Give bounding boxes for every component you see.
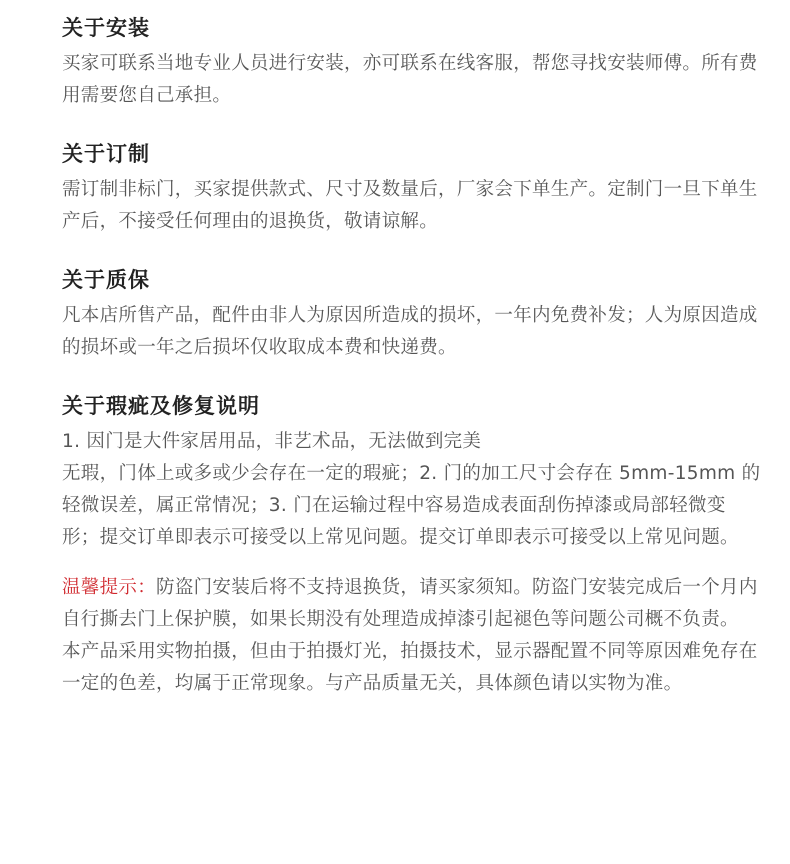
section-title: 关于瑕疵及修复说明 [62,394,260,418]
section-body: 凡本店所售产品，配件由非人为原因所造成的损坏，一年内免费补发；人为原因造成的损坏或一年之后损坏仅收取成本费和快递费。 [62,305,758,358]
notice-label: 温馨提示： [62,577,157,598]
section-notice [62,572,790,700]
section-title: 关于质保 [62,268,150,292]
section-body: 买家可联系当地专业人员进行安装，亦可联系在线客服，帮您寻找安装师傅。所有费用需要您自己承担。 [62,53,758,106]
section-body-line1: 1. 因门是大件家居用品，非艺术品，无法做到完美 [62,431,482,452]
section-title: 关于订制 [62,142,150,166]
photo-note: 本产品采用实物拍摄，但由于拍摄灯光，拍摄技术，显示器配置不同等原因难免存在一定的色差，均属于正常现象。与产品质量无关，具体颜色请以实物为准。 [62,641,758,694]
section-customization [62,138,790,238]
section-body: 需订制非标门，买家提供款式、尺寸及数量后，厂家会下单生产。定制门一旦下单生产后，不接受任何理由的退换货，敬请谅解。 [62,179,758,232]
section-title: 关于安装 [62,16,150,40]
section-warranty [62,264,790,364]
section-installation [62,12,790,112]
notice-body: 防盗门安装后将不支持退换货，请买家须知。防盗门安装完成后一个月内自行撕去门上保护膜，如果长期没有处理造成掉漆引起褪色等问题公司概不负责。 [62,577,758,630]
section-defects [62,390,790,554]
notice-text [62,572,762,636]
section-body-rest: 无瑕，门体上或多或少会存在一定的瑕疵；2. 门的加工尺寸会存在 5mm-15mm 的轻微误差，属正常情况；3. 门在运输过程中容易造成表面刮伤掉漆或局部轻微变形；提交订单即表示可接受以上常见问题。提交订单即表示可接受以上常见问题。 [62,463,761,548]
